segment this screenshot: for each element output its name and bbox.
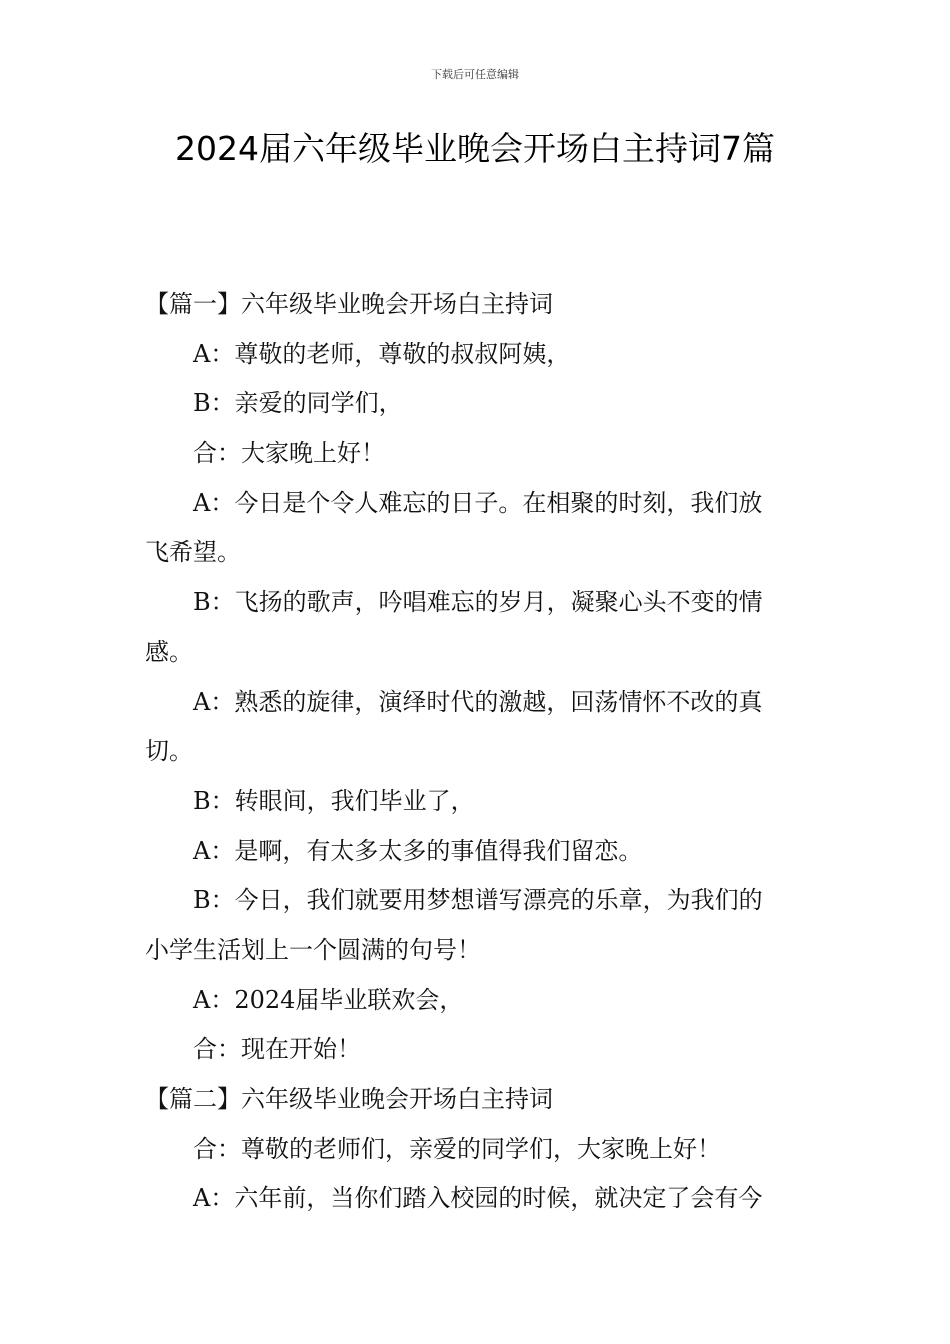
document-body <box>145 280 810 1224</box>
dialogue-line: B：亲爱的同学们， <box>193 389 403 418</box>
dialogue-line: 合：现在开始！ <box>193 1035 361 1064</box>
section-heading: 【篇一】六年级毕业晚会开场白主持词 <box>145 290 553 318</box>
dialogue-line: 合：尊敬的老师们，亲爱的同学们，大家晚上好！ <box>193 1134 721 1163</box>
dialogue-line-continuation: 感。 <box>145 637 193 666</box>
header-note: 下载后可任意编辑 <box>431 68 519 81</box>
dialogue-line: A：六年前，当你们踏入校园的时候，就决定了会有今 <box>193 1184 763 1213</box>
dialogue-line: B：今日，我们就要用梦想谱写漂亮的乐章，为我们的 <box>193 886 763 915</box>
dialogue-line-continuation: 小学生活划上一个圆满的句号！ <box>145 935 481 964</box>
dialogue-line-continuation: 切。 <box>145 737 193 766</box>
dialogue-line: 合：大家晚上好！ <box>193 439 385 468</box>
dialogue-line: A：是啊，有太多太多的事值得我们留恋。 <box>193 836 643 865</box>
dialogue-line: A：2024届毕业联欢会， <box>193 985 464 1014</box>
dialogue-line: A：熟悉的旋律，演绎时代的激越，回荡情怀不改的真 <box>193 687 763 716</box>
document-title: 2024届六年级毕业晚会开场白主持词7篇 <box>175 129 775 168</box>
dialogue-line: A：尊敬的老师，尊敬的叔叔阿姨， <box>193 339 571 368</box>
dialogue-line-continuation: 飞希望。 <box>145 538 241 567</box>
dialogue-line: B：飞扬的歌声，吟唱难忘的岁月，凝聚心头不变的情 <box>193 588 763 617</box>
section-heading: 【篇二】六年级毕业晚会开场白主持词 <box>145 1085 553 1113</box>
dialogue-line: A：今日是个令人难忘的日子。在相聚的时刻，我们放 <box>193 488 763 517</box>
dialogue-line: B：转眼间，我们毕业了， <box>193 786 475 815</box>
